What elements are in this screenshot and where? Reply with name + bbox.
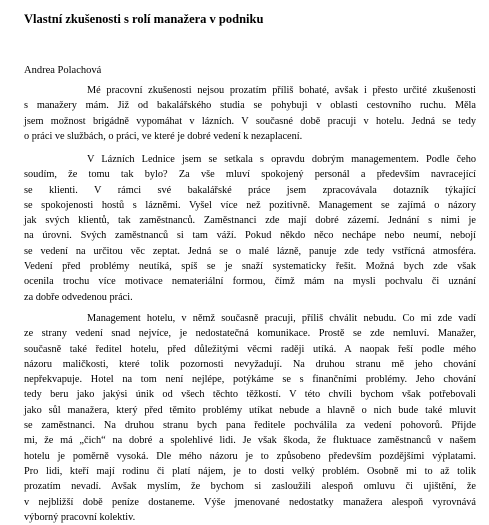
paragraph-line: se spokojenosti hostů s lázněmi. Vyšel více než pozitivně. Management se zajímá o názory <box>24 199 476 211</box>
paragraph-line: s manažery mám. Již od bakalářského studia se pohybuji v oblasti cestovního ruchu. Měla <box>24 100 476 112</box>
paragraph-line: prozatím nevadí. Avšak myslím, že bychom si zasloužili alespoň omluvu či ujištění, že <box>24 481 476 493</box>
paragraph-line: ze strany vedení snad nejvíce, je nedostatečná komunikace. Prostě se zde nemluví. Manažer, <box>24 328 476 340</box>
paragraph-line: na úrovni. Svých zaměstnanců si tam váží. Pokud někdo něco nechápe nebo neumí, nebojí <box>24 230 476 242</box>
paragraph-line: Mé pracovní zkušenosti nejsou prozatím příliš bohaté, avšak i přesto určité zkušenosti <box>87 85 476 96</box>
paragraph-line: soudím, že tomu tak bylo? Za vše mluví spokojený personál a především navracející <box>24 169 476 181</box>
paragraph-line: názoru maličkosti, které tolik pozornosti nevyžadují. Na druhou stranu mě jeho chování <box>24 358 476 370</box>
author-name: Andrea Polachová <box>24 65 102 76</box>
paragraph-line: V Lázních Lednice jsem se setkala s opravdu dobrým managementem. Podle čeho <box>87 154 476 165</box>
paragraph-line: v nejbližší době peníze dostaneme. Výše jmenované nedostatky manažera alespoň vyrovnává <box>24 496 476 508</box>
paragraph-line: jsem možnost brigádně vypomáhat v lázních. V současné době pracuji v hotelu. Jedná se tedy <box>24 115 476 127</box>
paragraph-line: jako sůl manažera, který před těmito problémy utíkat nebude a hlavně o nich bude také mluvit <box>24 404 476 416</box>
paragraph-line: o práci ve službách, o práci, ve které je dobré vedení k nezaplacení. <box>24 130 303 142</box>
paragraph-line: ocenila trochu více motivace nemateriální formou, čímž mám na mysli pochvalu či uznání <box>24 276 476 288</box>
paragraph-line: jak svých klientů, tak zaměstnanců. Zaměstnanci zde mají dobré zázemí. Jednání s nimi je <box>24 215 476 227</box>
paragraph-line: Pro lidi, kteří mají rodinu či platí nájem, je to dosti velký problém. Osobně mi to až tolik <box>24 465 476 477</box>
paragraph-line: se klienti. V rámci své bakalářské práce jsem zpracovávala dotazník týkající <box>24 184 476 196</box>
paragraph-line: mi, že má „čich“ na dobré a spolehlivé lidi. Je však škoda, že fluktuace zaměstnanců v našem <box>24 435 476 447</box>
paragraph-2 <box>24 152 476 305</box>
paragraph-3 <box>24 311 476 525</box>
paragraph-line: současně také ředitel hotelu, před důležitými věcmi raději utíká. A naopak řeší podle mého <box>24 343 476 355</box>
paragraph-line: Vedení před problémy neutíká, spíš se je snaží systematicky řešit. Možná bych zde však <box>24 261 476 273</box>
paragraph-line: za dobře odvedenou práci. <box>24 291 133 303</box>
paragraph-line: výborný pracovní kolektiv. <box>24 511 136 523</box>
paragraph-line: se vedení na určitou věc zeptat. Jedná se o malé lázně, panuje zde tedy vstřícná atmosféra. <box>24 245 476 257</box>
document-title: Vlastní zkušenosti s rolí manažera v podniku <box>24 12 264 26</box>
paragraph-line: tedy beru jako jakýsi únik od všech těchto těžkostí. V této chvíli bychom však potřebovali <box>24 389 476 401</box>
paragraph-line: nepřekvapuje. Hotel na tom není nejlépe, potýkáme se s finančními problémy. Jeho chování <box>24 374 476 386</box>
paragraph-line: hotelu je poměrně vysoká. Dle mého názoru je to způsobeno především pozdějšími výplatami. <box>24 450 476 462</box>
paragraph-1 <box>24 83 476 144</box>
paragraph-line: se zaměstnanci. Na druhou stranu bych pana ředitele pochválila za vedení pohovorů. Přijde <box>24 420 476 432</box>
paragraph-line: Management hotelu, v němž současně pracuji, příliš chválit nebudu. Co mi zde vadí <box>87 313 476 324</box>
